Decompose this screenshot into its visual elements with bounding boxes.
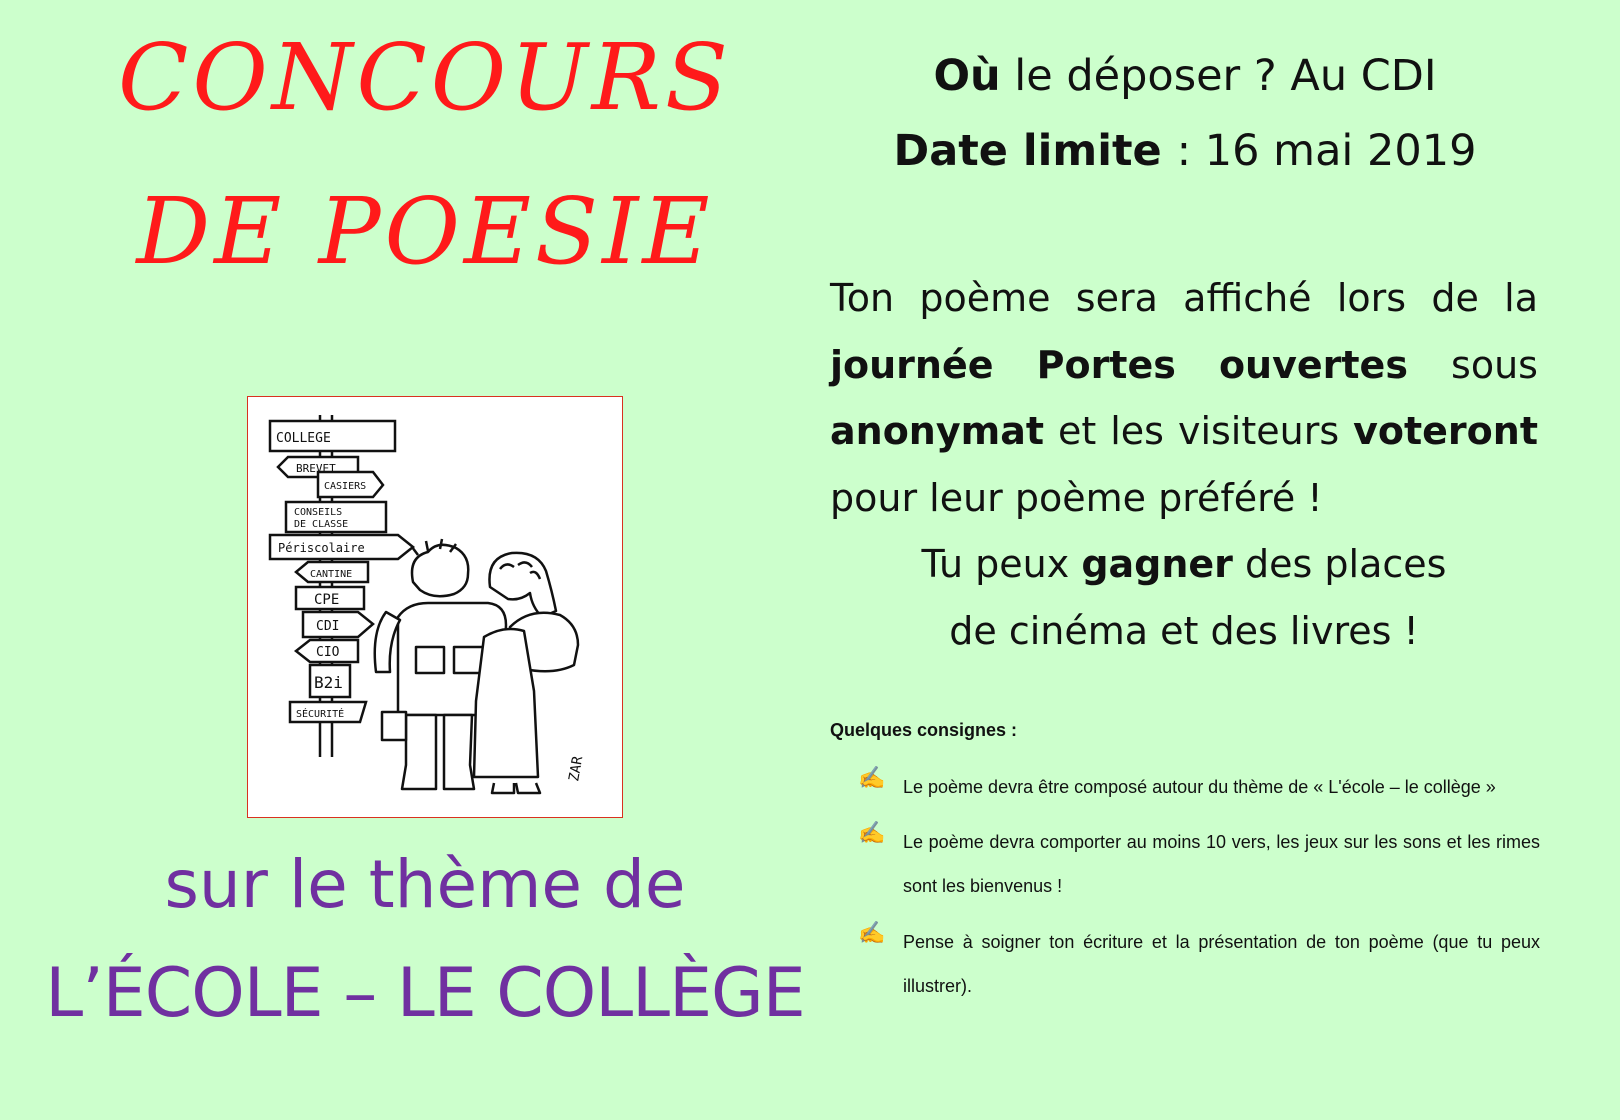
- where-label: Où: [933, 51, 1001, 101]
- theme-line2: L’ÉCOLE – LE COLLÈGE: [45, 954, 805, 1033]
- bold-journee: journée: [830, 342, 994, 387]
- sign-college: COLLEGE: [276, 431, 331, 446]
- writing-hand-icon: ✍: [858, 820, 886, 845]
- contest-description: [830, 265, 1538, 664]
- writing-hand-icon: ✍: [858, 920, 886, 945]
- text-sous: sous: [1451, 342, 1538, 387]
- text-visiteurs: et les visiteurs: [1044, 409, 1354, 453]
- sign-cdi: CDI: [316, 619, 340, 634]
- poster-title-line1: CONCOURS: [118, 24, 732, 131]
- body-line4: pour leur poème préféré !: [830, 475, 1323, 520]
- date-label: Date limite: [893, 126, 1177, 176]
- cartoon-illustration: [247, 396, 623, 818]
- poster-title-line2: DE POESIE: [136, 178, 714, 285]
- consignes-title: Quelques consignes :: [830, 720, 1018, 740]
- consigne-item: [858, 920, 1540, 1008]
- sign-casiers: CASIERS: [324, 481, 367, 492]
- sign-securite: SÉCURITÉ: [296, 709, 345, 720]
- sign-conseils: CONSEILS: [294, 507, 343, 518]
- prize-line2: de cinéma et des livres !: [949, 608, 1419, 653]
- deadline: [830, 126, 1540, 176]
- text-des-places: des places: [1232, 542, 1447, 586]
- sign-brevet: BREVET: [296, 462, 336, 475]
- where-text: le déposer ? Au CDI: [1000, 51, 1437, 101]
- body-line3: [830, 398, 1538, 465]
- sign-b2i: B2i: [314, 673, 343, 692]
- sign-cantine: CANTINE: [310, 569, 353, 580]
- bold-anonymat: anonymat: [830, 409, 1045, 453]
- bold-ouvertes: ouvertes: [1218, 342, 1408, 387]
- sign-cpe: CPE: [314, 592, 340, 608]
- drop-location: [830, 51, 1540, 101]
- consigne-text: Le poème devra être composé autour du thème de « L'école – le collège »: [903, 777, 1496, 797]
- consigne-text: Le poème devra comporter au moins 10 vers, les jeux sur les sons et les rimes sont les bienvenus !: [903, 832, 1540, 896]
- text-tu-peux: Tu peux: [921, 542, 1082, 586]
- sign-periscolaire: Périscolaire: [278, 541, 365, 555]
- bold-portes: Portes: [1036, 342, 1176, 387]
- theme-line1: sur le thème de: [164, 846, 686, 923]
- consigne-item: [858, 765, 1540, 809]
- consigne-item: [858, 820, 1540, 908]
- sign-cio: CIO: [316, 645, 340, 660]
- sign-de-classe: DE CLASSE: [294, 519, 349, 530]
- body-line1: Ton poème sera affiché lors de la: [830, 276, 1538, 320]
- date-text: : 16 mai 2019: [1176, 126, 1477, 176]
- consigne-text: Pense à soigner ton écriture et la présentation de ton poème (que tu peux illustrer).: [903, 932, 1540, 996]
- prize-line1: [830, 531, 1538, 598]
- illustration-signature: ZAR: [566, 755, 587, 783]
- bold-gagner: gagner: [1081, 542, 1233, 586]
- bold-voteront: voteront: [1353, 409, 1538, 453]
- writing-hand-icon: ✍: [858, 765, 886, 790]
- body-line2: [830, 332, 1538, 399]
